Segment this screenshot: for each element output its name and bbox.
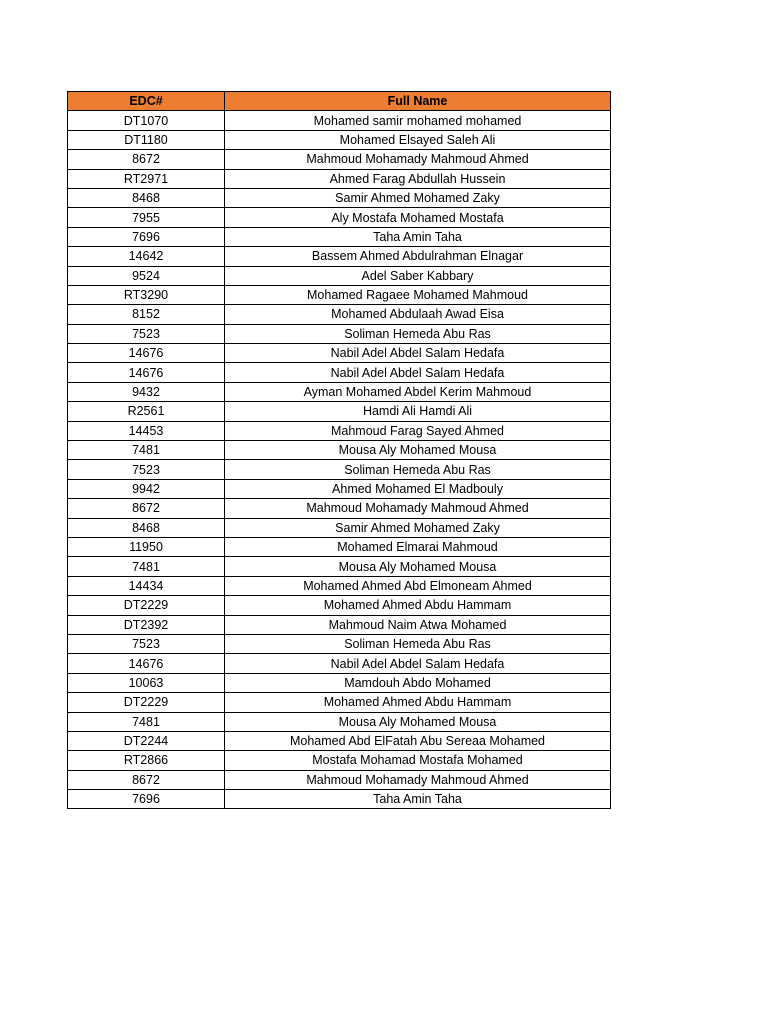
table-row	[68, 537, 611, 556]
full-name-cell: Ayman Mohamed Abdel Kerim Mahmoud	[225, 382, 611, 401]
header-row	[68, 92, 611, 111]
table-row	[68, 130, 611, 149]
full-name-cell: Mohamed Elsayed Saleh Ali	[225, 130, 611, 149]
full-name-cell: Mostafa Mohamad Mostafa Mohamed	[225, 751, 611, 770]
table-row	[68, 402, 611, 421]
table-row	[68, 557, 611, 576]
edc-cell: 10063	[68, 673, 225, 692]
edc-cell: 14676	[68, 344, 225, 363]
edc-cell: 8152	[68, 305, 225, 324]
table-row	[68, 111, 611, 130]
table-row	[68, 479, 611, 498]
table-row	[68, 576, 611, 595]
edc-cell: 7523	[68, 634, 225, 653]
table-row	[68, 285, 611, 304]
edc-cell: 9942	[68, 479, 225, 498]
edc-cell: 8672	[68, 770, 225, 789]
edc-cell: DT2244	[68, 731, 225, 750]
full-name-cell: Mousa Aly Mohamed Mousa	[225, 557, 611, 576]
full-name-cell: Soliman Hemeda Abu Ras	[225, 634, 611, 653]
table-row	[68, 169, 611, 188]
edc-cell: DT2392	[68, 615, 225, 634]
table-row	[68, 460, 611, 479]
edc-cell: 8672	[68, 150, 225, 169]
table-row	[68, 266, 611, 285]
table-row	[68, 712, 611, 731]
edc-cell: DT2229	[68, 596, 225, 615]
spreadsheet-area	[67, 91, 611, 809]
full-name-cell: Aly Mostafa Mohamed Mostafa	[225, 208, 611, 227]
edc-cell: 7523	[68, 460, 225, 479]
table-row	[68, 518, 611, 537]
table-row	[68, 596, 611, 615]
full-name-cell: Taha Amin Taha	[225, 227, 611, 246]
full-name-cell: Mahmoud Naim Atwa Mohamed	[225, 615, 611, 634]
full-name-cell: Mohamed Ahmed Abdu Hammam	[225, 693, 611, 712]
table-row	[68, 150, 611, 169]
table-row	[68, 344, 611, 363]
full-name-cell: Mousa Aly Mohamed Mousa	[225, 712, 611, 731]
edc-cell: DT1070	[68, 111, 225, 130]
full-name-cell: Soliman Hemeda Abu Ras	[225, 324, 611, 343]
full-name-cell: Mahmoud Mohamady Mahmoud Ahmed	[225, 150, 611, 169]
edc-cell: 7696	[68, 790, 225, 809]
edc-cell: RT2971	[68, 169, 225, 188]
column-header-full-name: Full Name	[225, 92, 611, 111]
full-name-cell: Mohamed Ragaee Mohamed Mahmoud	[225, 285, 611, 304]
edc-cell: 7481	[68, 712, 225, 731]
table-row	[68, 499, 611, 518]
full-name-cell: Ahmed Farag Abdullah Hussein	[225, 169, 611, 188]
table-row	[68, 421, 611, 440]
column-header-edc: EDC#	[68, 92, 225, 111]
table-row	[68, 227, 611, 246]
edc-cell: 8672	[68, 499, 225, 518]
full-name-cell: Mohamed samir mohamed mohamed	[225, 111, 611, 130]
table-row	[68, 770, 611, 789]
full-name-cell: Mohamed Abdulaah Awad Eisa	[225, 305, 611, 324]
edc-cell: 7523	[68, 324, 225, 343]
full-name-cell: Bassem Ahmed Abdulrahman Elnagar	[225, 247, 611, 266]
full-name-cell: Mohamed Ahmed Abd Elmoneam Ahmed	[225, 576, 611, 595]
edc-cell: 7696	[68, 227, 225, 246]
edc-cell: DT1180	[68, 130, 225, 149]
table-row	[68, 305, 611, 324]
full-name-cell: Nabil Adel Abdel Salam Hedafa	[225, 344, 611, 363]
full-name-cell: Nabil Adel Abdel Salam Hedafa	[225, 363, 611, 382]
edc-cell: RT2866	[68, 751, 225, 770]
table-row	[68, 188, 611, 207]
edc-cell: 7481	[68, 441, 225, 460]
table-body	[68, 111, 611, 809]
edc-cell: DT2229	[68, 693, 225, 712]
edc-cell: 8468	[68, 518, 225, 537]
table-row	[68, 247, 611, 266]
full-name-cell: Taha Amin Taha	[225, 790, 611, 809]
edc-cell: 9432	[68, 382, 225, 401]
edc-cell: 14676	[68, 654, 225, 673]
table-row	[68, 731, 611, 750]
edc-cell: 9524	[68, 266, 225, 285]
edc-cell: RT3290	[68, 285, 225, 304]
table-row	[68, 441, 611, 460]
full-name-cell: Mahmoud Mohamady Mahmoud Ahmed	[225, 499, 611, 518]
edc-cell: 7481	[68, 557, 225, 576]
table-row	[68, 654, 611, 673]
employee-table	[67, 91, 611, 809]
full-name-cell: Mohamed Abd ElFatah Abu Sereaa Mohamed	[225, 731, 611, 750]
table-row	[68, 790, 611, 809]
table-row	[68, 324, 611, 343]
table-row	[68, 363, 611, 382]
full-name-cell: Nabil Adel Abdel Salam Hedafa	[225, 654, 611, 673]
full-name-cell: Mousa Aly Mohamed Mousa	[225, 441, 611, 460]
edc-cell: 14676	[68, 363, 225, 382]
edc-cell: 8468	[68, 188, 225, 207]
full-name-cell: Ahmed Mohamed El Madbouly	[225, 479, 611, 498]
edc-cell: R2561	[68, 402, 225, 421]
edc-cell: 7955	[68, 208, 225, 227]
edc-cell: 11950	[68, 537, 225, 556]
full-name-cell: Mahmoud Mohamady Mahmoud Ahmed	[225, 770, 611, 789]
table-row	[68, 634, 611, 653]
full-name-cell: Hamdi Ali Hamdi Ali	[225, 402, 611, 421]
edc-cell: 14453	[68, 421, 225, 440]
table-row	[68, 673, 611, 692]
full-name-cell: Mamdouh Abdo Mohamed	[225, 673, 611, 692]
full-name-cell: Adel Saber Kabbary	[225, 266, 611, 285]
full-name-cell: Mohamed Ahmed Abdu Hammam	[225, 596, 611, 615]
edc-cell: 14434	[68, 576, 225, 595]
full-name-cell: Mahmoud Farag Sayed Ahmed	[225, 421, 611, 440]
full-name-cell: Soliman Hemeda Abu Ras	[225, 460, 611, 479]
full-name-cell: Samir Ahmed Mohamed Zaky	[225, 188, 611, 207]
table-row	[68, 615, 611, 634]
full-name-cell: Mohamed Elmarai Mahmoud	[225, 537, 611, 556]
table-row	[68, 382, 611, 401]
full-name-cell: Samir Ahmed Mohamed Zaky	[225, 518, 611, 537]
table-row	[68, 208, 611, 227]
edc-cell: 14642	[68, 247, 225, 266]
table-row	[68, 693, 611, 712]
table-row	[68, 751, 611, 770]
